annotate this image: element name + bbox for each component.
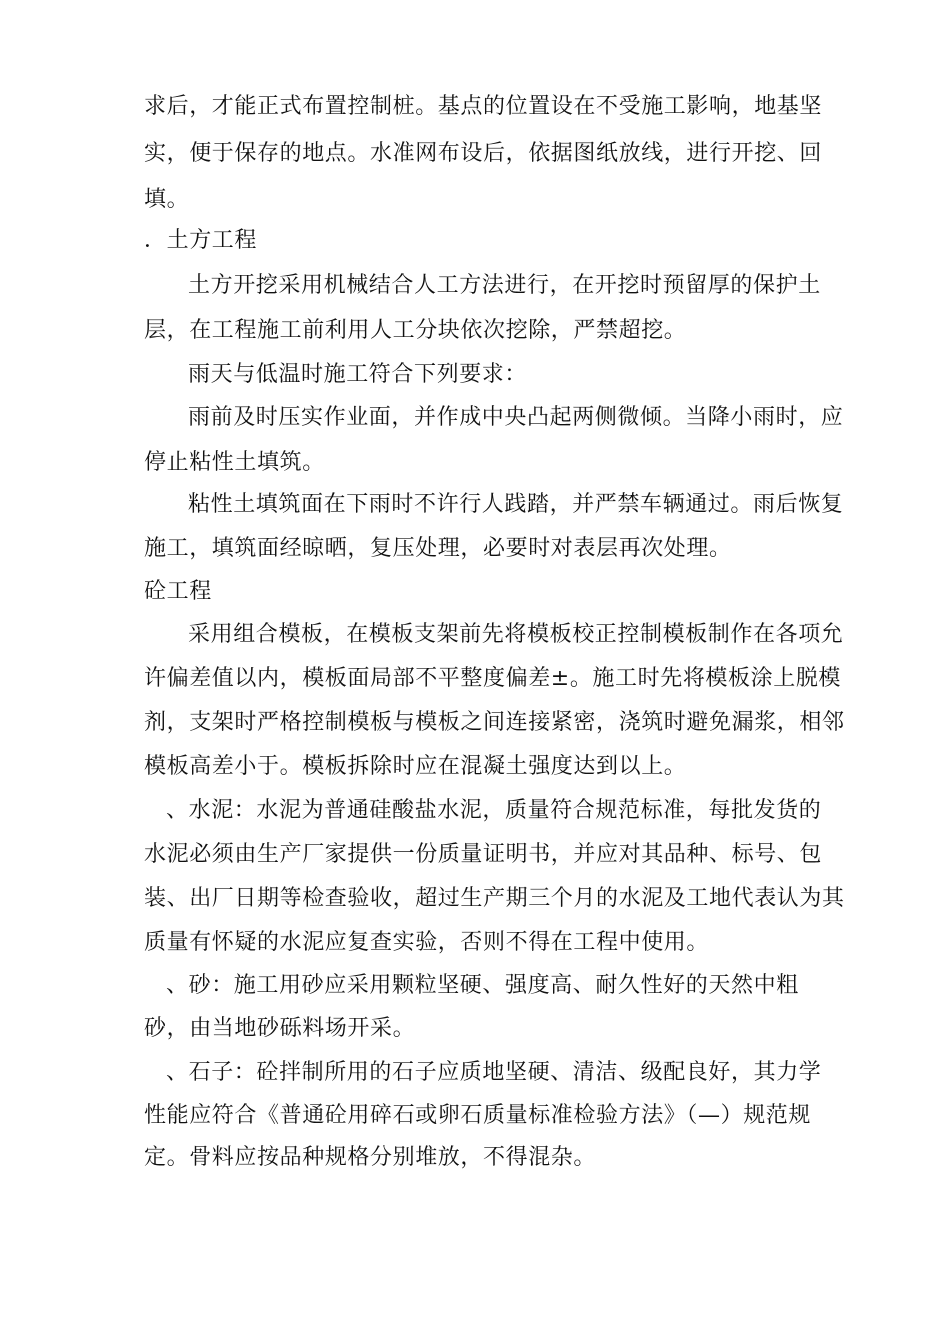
text-line: 停止粘性土填筑。 [144,450,325,475]
text-line: 装、出厂日期等检查验收，超过生产期三个月的水泥及工地代表认为其 [144,886,845,911]
text-line: 、石子：砼拌制所用的石子应质地坚硬、清洁、级配良好，其力学 [166,1060,822,1085]
text-line: 定。骨料应按品种规格分别堆放，不得混杂。 [144,1145,597,1170]
section-heading: ．土方工程 [144,228,258,253]
text-line: 求后，才能正式布置控制桩。基点的位置设在不受施工影响，地基坚 [144,94,823,119]
text-line: 、水泥：水泥为普通硅酸盐水泥，质量符合规范标准，每批发货的 [166,798,822,823]
text-line: 土方开挖采用机械结合人工方法进行，在开挖时预留厚的保护土 [188,273,821,298]
text-line: 质量有怀疑的水泥应复查实验，否则不得在工程中使用。 [144,930,710,955]
text-line: 性能应符合《普通砼用碎石或卵石质量标准检验方法》（—）规范规 [144,1103,812,1128]
text-line: 雨前及时压实作业面，并作成中央凸起两侧微倾。当降小雨时，应 [188,405,844,430]
text-line: 实，便于保存的地点。水准网布设后，依据图纸放线，进行开挖、回 [144,141,823,166]
text-line: 模板高差小于。模板拆除时应在混凝土强度达到以上。 [144,754,687,779]
text-line: 、砂：施工用砂应采用颗粒坚硬、强度高、耐久性好的天然中粗 [166,973,799,998]
text-line: 粘性土填筑面在下雨时不许行人践踏，并严禁车辆通过。雨后恢复 [188,492,844,517]
section-heading: 砼工程 [144,579,212,604]
text-line: 采用组合模板，在模板支架前先将模板校正控制模板制作在各项允 [188,622,844,647]
text-line: 层，在工程施工前利用人工分块依次挖除，严禁超挖。 [144,318,687,343]
text-line: 砂，由当地砂砾料场开采。 [144,1016,416,1041]
text-line: 水泥必须由生产厂家提供一份质量证明书，并应对其品种、标号、包 [144,842,823,867]
text-line: 剂，支架时严格控制模板与模板之间连接紧密，浇筑时避免漏浆，相邻 [144,710,845,735]
text-line: 填。 [144,187,190,212]
text-line: 雨天与低温时施工符合下列要求： [188,362,528,387]
text-line: 施工，填筑面经晾晒，复压处理，必要时对表层再次处理。 [144,536,732,561]
text-line: 许偏差值以内，模板面局部不平整度偏差±。施工时先将模板涂上脱模 [144,666,842,691]
